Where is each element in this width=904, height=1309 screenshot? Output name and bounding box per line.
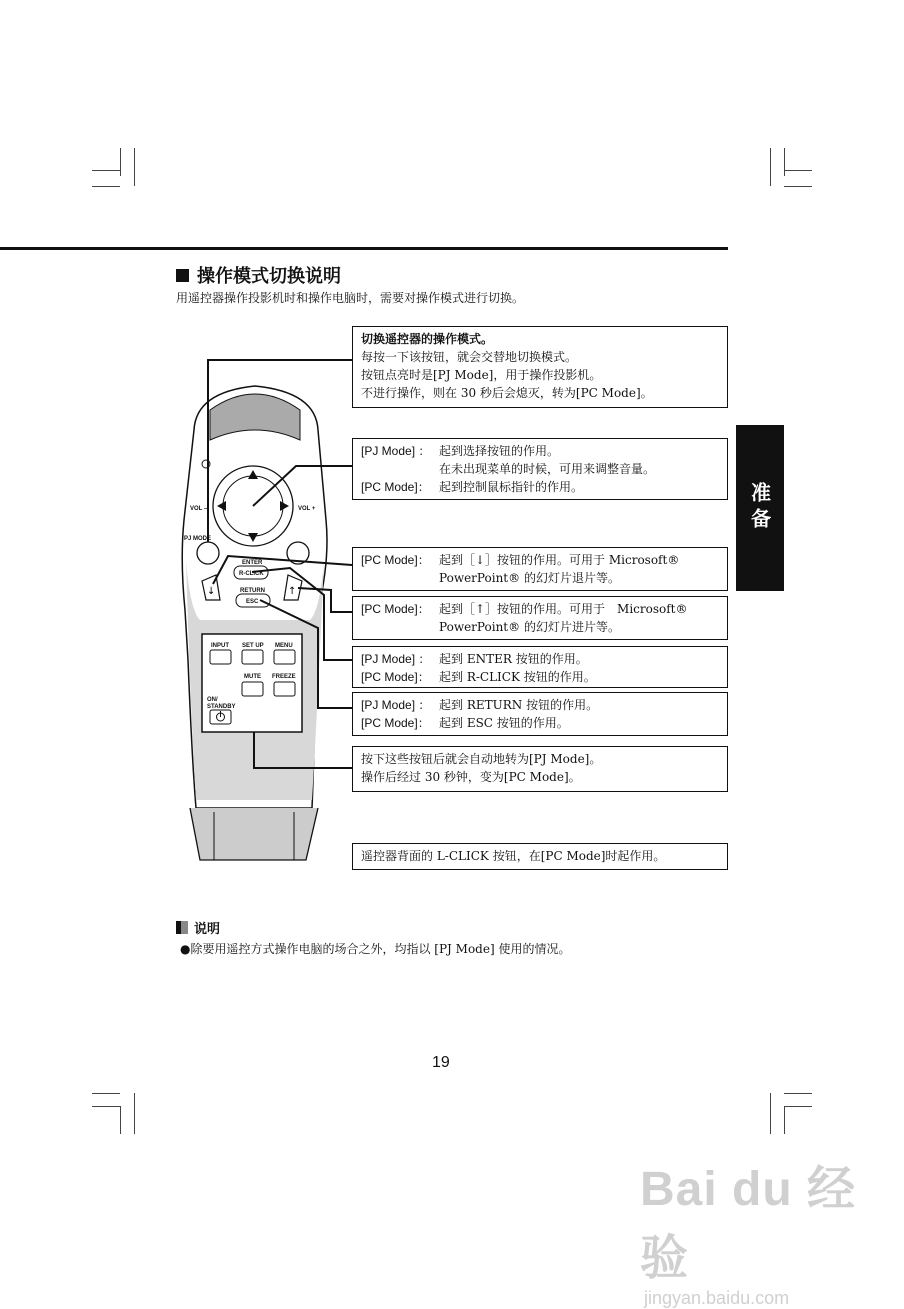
enter-label: ENTER xyxy=(242,560,263,566)
return-label: RETURN xyxy=(240,588,265,594)
down-arrow-icon: ↓ xyxy=(207,586,216,597)
watermark-url: jingyan.baidu.com xyxy=(644,1288,790,1308)
mode-desc: 起到 RETURN 按钮的作用。 xyxy=(439,698,599,712)
up-arrow-icon: ↑ xyxy=(288,586,297,597)
on-label: ON/ xyxy=(207,697,218,703)
remote-stand xyxy=(190,808,318,860)
mute-label: MUTE xyxy=(244,674,261,680)
mode-desc: 起到［↑］按钮的作用。可用于 Microsoft® xyxy=(439,602,688,616)
page-number: 19 xyxy=(432,1054,450,1071)
mute-button[interactable] xyxy=(242,682,263,696)
mode-key: [PC Mode]： xyxy=(361,602,430,616)
mode-desc: 起到 ENTER 按钮的作用。 xyxy=(439,652,588,666)
mode-desc: PowerPoint® 的幻灯片退片等。 xyxy=(439,571,620,585)
vol-plus-label: VOL + xyxy=(298,506,316,512)
mode-switch-line: 按钮点亮时是[PJ Mode]，用于操作投影机。 xyxy=(361,368,602,382)
menu-button[interactable] xyxy=(274,650,295,664)
enter-button-box xyxy=(352,646,728,688)
joystick-box xyxy=(352,438,728,500)
panel-buttons-box xyxy=(352,746,728,792)
mode-key: [PC Mode]： xyxy=(361,670,430,684)
panel-line: 按下这些按钮后就会自动地转为[PJ Mode]。 xyxy=(361,752,602,766)
mode-desc: 起到控制鼠标指针的作用。 xyxy=(439,480,584,494)
mode-switch-line: 每按一下该按钮，就会交替地切换模式。 xyxy=(361,350,578,364)
esc-label: ESC xyxy=(246,599,259,605)
mode-key: [PC Mode]： xyxy=(361,716,430,730)
mode-desc: PowerPoint® 的幻灯片进片等。 xyxy=(439,620,620,634)
section-intro: 用遥控器操作投影机时和操作电脑时，需要对操作模式进行切换。 xyxy=(176,291,525,305)
up-button-box xyxy=(352,596,728,640)
setup-button[interactable] xyxy=(242,650,263,664)
mode-desc: 在未出现菜单的时候，可用来调整音量。 xyxy=(439,462,656,476)
pj-mode-button[interactable] xyxy=(197,542,219,564)
menu-label: MENU xyxy=(275,643,293,649)
note-icon xyxy=(176,921,188,934)
standby-label: STANDBY xyxy=(207,704,236,710)
mode-switch-box xyxy=(352,326,728,408)
lclick-line: 遥控器背面的 L-CLICK 按钮，在[PC Mode]时起作用。 xyxy=(361,849,666,863)
return-button-box xyxy=(352,692,728,736)
vol-minus-label: VOL – xyxy=(190,506,208,512)
r-click-label: R-CLICK xyxy=(239,571,264,577)
mode-switch-line: 不进行操作，则在 30 秒后会熄灭，转为[PC Mode]。 xyxy=(361,386,653,400)
note-body: ●除要用遥控方式操作电脑的场合之外，均指以 [PJ Mode] 使用的情况。 xyxy=(180,942,571,956)
setup-label: SET UP xyxy=(242,643,264,649)
mode-desc: 起到［↓］按钮的作用。可用于 Microsoft® xyxy=(439,553,680,567)
chapter-tab-label: 准备 xyxy=(747,482,772,534)
pj-mode-label: PJ MODE xyxy=(184,536,212,542)
mode-key: [PJ Mode] ： xyxy=(361,444,431,458)
mode-key: [PC Mode]： xyxy=(361,480,430,494)
mode-desc: 起到选择按钮的作用。 xyxy=(439,444,560,458)
section-title: 操作模式切换说明 xyxy=(197,266,341,287)
down-button-box xyxy=(352,547,728,591)
input-label: INPUT xyxy=(211,643,229,649)
input-button[interactable] xyxy=(210,650,231,664)
note-title: 说明 xyxy=(194,922,221,937)
watermark-brand: Bai du 经验 xyxy=(640,1163,857,1285)
freeze-label: FREEZE xyxy=(272,674,296,680)
freeze-button[interactable] xyxy=(274,682,295,696)
mode-key: [PC Mode]： xyxy=(361,553,430,567)
mode-switch-title: 切换遥控器的操作模式。 xyxy=(361,332,494,346)
mode-desc: 起到 R-CLICK 按钮的作用。 xyxy=(439,670,596,684)
panel-line: 操作后经过 30 秒钟，变为[PC Mode]。 xyxy=(361,770,581,784)
lclick-box xyxy=(352,843,728,870)
mode-key: [PJ Mode] ： xyxy=(361,698,431,712)
note-heading xyxy=(176,918,220,937)
mode-key: [PJ Mode] ： xyxy=(361,652,431,666)
mode-desc: 起到 ESC 按钮的作用。 xyxy=(439,716,569,730)
watermark xyxy=(640,1150,904,1309)
